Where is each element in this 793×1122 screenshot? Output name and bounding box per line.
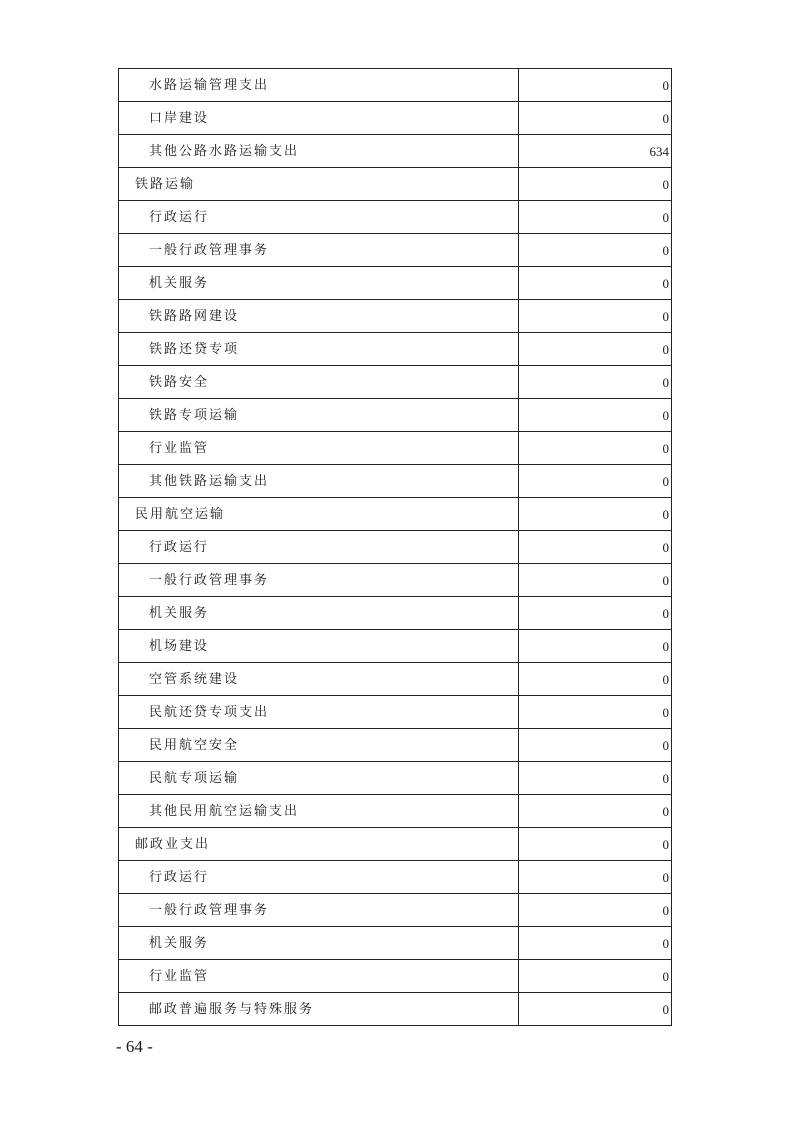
row-value: 0 xyxy=(519,69,672,102)
row-label: 其他铁路运输支出 xyxy=(149,473,270,489)
row-value: 0 xyxy=(519,531,672,564)
row-label: 口岸建设 xyxy=(149,110,210,126)
row-label: 机关服务 xyxy=(149,605,210,621)
row-label-cell xyxy=(119,894,519,927)
table-row xyxy=(119,993,672,1026)
row-value: 0 xyxy=(519,399,672,432)
row-label-cell xyxy=(119,69,519,102)
row-value: 0 xyxy=(519,432,672,465)
row-label: 机关服务 xyxy=(149,935,210,951)
row-label-cell xyxy=(119,696,519,729)
row-value: 0 xyxy=(519,234,672,267)
row-label-cell xyxy=(119,663,519,696)
table-row xyxy=(119,267,672,300)
row-label-cell xyxy=(119,498,519,531)
table-row xyxy=(119,135,672,168)
table-row xyxy=(119,333,672,366)
page-number: - 64 - xyxy=(116,1037,153,1056)
row-label: 民航专项运输 xyxy=(149,770,240,786)
table-row xyxy=(119,564,672,597)
row-label-cell xyxy=(119,333,519,366)
row-value: 0 xyxy=(519,564,672,597)
row-label: 铁路安全 xyxy=(149,374,210,390)
row-label: 一般行政管理事务 xyxy=(149,242,270,258)
row-label: 一般行政管理事务 xyxy=(149,572,270,588)
row-label-cell xyxy=(119,234,519,267)
table-body xyxy=(119,69,672,1026)
row-label-cell xyxy=(119,399,519,432)
row-label-cell xyxy=(119,861,519,894)
row-value: 0 xyxy=(519,762,672,795)
table-row xyxy=(119,696,672,729)
table-row xyxy=(119,69,672,102)
row-label: 行政运行 xyxy=(149,869,210,885)
row-value: 0 xyxy=(519,729,672,762)
table-row xyxy=(119,102,672,135)
row-label: 行业监管 xyxy=(149,968,210,984)
row-label-cell xyxy=(119,927,519,960)
row-label-cell xyxy=(119,729,519,762)
table-row xyxy=(119,168,672,201)
row-value: 634 xyxy=(519,135,672,168)
row-label-cell xyxy=(119,465,519,498)
row-value: 0 xyxy=(519,168,672,201)
row-label-cell xyxy=(119,564,519,597)
row-label-cell xyxy=(119,135,519,168)
table-row xyxy=(119,861,672,894)
row-value: 0 xyxy=(519,894,672,927)
row-label: 民航还贷专项支出 xyxy=(149,704,270,720)
row-value: 0 xyxy=(519,927,672,960)
table-row xyxy=(119,498,672,531)
row-value: 0 xyxy=(519,795,672,828)
table-row xyxy=(119,663,672,696)
row-label-cell xyxy=(119,828,519,861)
row-value: 0 xyxy=(519,300,672,333)
table-row xyxy=(119,927,672,960)
row-label-cell xyxy=(119,201,519,234)
table-row xyxy=(119,366,672,399)
row-label: 邮政业支出 xyxy=(135,836,211,852)
row-label: 空管系统建设 xyxy=(149,671,240,687)
row-label-cell xyxy=(119,366,519,399)
budget-table xyxy=(118,68,672,1026)
row-label-cell xyxy=(119,993,519,1026)
table-row xyxy=(119,234,672,267)
table-row xyxy=(119,630,672,663)
row-value: 0 xyxy=(519,861,672,894)
table-row xyxy=(119,597,672,630)
row-label: 行政运行 xyxy=(149,209,210,225)
row-value: 0 xyxy=(519,663,672,696)
row-label-cell xyxy=(119,102,519,135)
row-label-cell xyxy=(119,531,519,564)
row-label: 水路运输管理支出 xyxy=(149,77,270,93)
row-label-cell xyxy=(119,597,519,630)
row-value: 0 xyxy=(519,102,672,135)
row-value: 0 xyxy=(519,960,672,993)
row-label: 其他公路水路运输支出 xyxy=(149,143,300,159)
row-label: 邮政普遍服务与特殊服务 xyxy=(149,1001,315,1017)
row-value: 0 xyxy=(519,696,672,729)
row-value: 0 xyxy=(519,201,672,234)
row-label-cell xyxy=(119,432,519,465)
table-row xyxy=(119,762,672,795)
row-label: 机场建设 xyxy=(149,638,210,654)
row-label: 机关服务 xyxy=(149,275,210,291)
row-value: 0 xyxy=(519,597,672,630)
table-row xyxy=(119,432,672,465)
table-row xyxy=(119,828,672,861)
row-label-cell xyxy=(119,168,519,201)
row-label: 民用航空安全 xyxy=(149,737,240,753)
table-row xyxy=(119,300,672,333)
row-value: 0 xyxy=(519,267,672,300)
table-row xyxy=(119,201,672,234)
table-row xyxy=(119,465,672,498)
row-label-cell xyxy=(119,630,519,663)
row-label: 其他民用航空运输支出 xyxy=(149,803,300,819)
row-label: 铁路路网建设 xyxy=(149,308,240,324)
row-value: 0 xyxy=(519,333,672,366)
row-label-cell xyxy=(119,960,519,993)
row-value: 0 xyxy=(519,630,672,663)
table-row xyxy=(119,399,672,432)
row-label-cell xyxy=(119,762,519,795)
table-row xyxy=(119,729,672,762)
row-value: 0 xyxy=(519,828,672,861)
table-row xyxy=(119,531,672,564)
row-label: 行政运行 xyxy=(149,539,210,555)
row-value: 0 xyxy=(519,498,672,531)
row-label-cell xyxy=(119,300,519,333)
table-row xyxy=(119,795,672,828)
table-row xyxy=(119,960,672,993)
row-value: 0 xyxy=(519,366,672,399)
row-label-cell xyxy=(119,267,519,300)
row-label: 行业监管 xyxy=(149,440,210,456)
row-label: 铁路运输 xyxy=(135,176,196,192)
row-label-cell xyxy=(119,795,519,828)
row-label: 民用航空运输 xyxy=(135,506,226,522)
row-label: 一般行政管理事务 xyxy=(149,902,270,918)
row-label: 铁路专项运输 xyxy=(149,407,240,423)
row-value: 0 xyxy=(519,465,672,498)
row-label: 铁路还贷专项 xyxy=(149,341,240,357)
row-value: 0 xyxy=(519,993,672,1026)
table-row xyxy=(119,894,672,927)
